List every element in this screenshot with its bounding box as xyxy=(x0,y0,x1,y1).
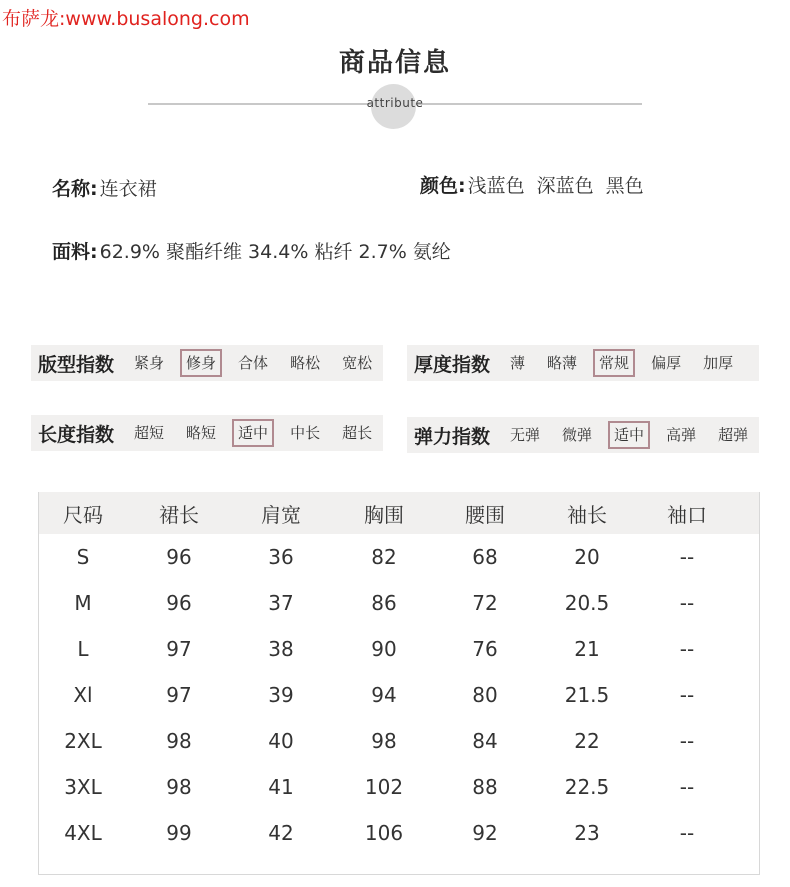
table-cell: -- xyxy=(679,821,695,845)
header-cell: 腰围 xyxy=(465,502,505,527)
table-cell: 37 xyxy=(268,591,294,615)
index-option: 高弹 xyxy=(666,426,697,444)
table-cell: 98 xyxy=(166,729,192,753)
index-option: 微弹 xyxy=(562,426,593,444)
color-values xyxy=(468,175,644,197)
table-cell: 88 xyxy=(472,775,498,799)
table-cell: M xyxy=(74,591,92,615)
index-option: 略薄 xyxy=(547,354,578,372)
header-cell: 肩宽 xyxy=(261,502,301,527)
index-option: 中长 xyxy=(290,424,321,442)
index-elasticity xyxy=(407,417,759,453)
table-cell: 68 xyxy=(472,545,498,569)
index-title: 厚度指数 xyxy=(414,353,491,376)
table-row xyxy=(39,580,759,626)
table-cell: -- xyxy=(679,729,695,753)
fabric-value: 62.9% 聚酯纤维 34.4% 粘纤 2.7% 氨纶 xyxy=(99,241,451,263)
info-color-row xyxy=(420,171,644,198)
table-cell: 80 xyxy=(472,683,498,707)
table-cell: -- xyxy=(679,545,695,569)
table-cell: 42 xyxy=(268,821,294,845)
index-option-selected: 常规 xyxy=(593,349,635,377)
info-fabric-row xyxy=(52,237,451,264)
table-cell: 22 xyxy=(574,729,600,753)
section-title: 商品信息 xyxy=(338,48,451,78)
name-label: 名称: xyxy=(52,178,98,200)
table-cell: 98 xyxy=(166,775,192,799)
table-cell: 4XL xyxy=(64,821,102,845)
table-cell: -- xyxy=(679,683,695,707)
table-cell: 86 xyxy=(371,591,397,615)
index-option: 宽松 xyxy=(342,354,373,372)
size-table xyxy=(38,492,760,875)
table-row xyxy=(39,534,759,580)
index-option: 紧身 xyxy=(134,354,165,372)
table-cell: 96 xyxy=(166,591,192,615)
table-header xyxy=(39,492,759,534)
table-cell: 20.5 xyxy=(564,591,610,615)
table-cell: 82 xyxy=(371,545,397,569)
table-cell: 84 xyxy=(472,729,498,753)
table-cell: 21.5 xyxy=(564,683,610,707)
index-option: 无弹 xyxy=(510,426,541,444)
info-name-row xyxy=(52,174,157,201)
index-option-selected: 适中 xyxy=(232,419,274,447)
table-cell: 96 xyxy=(166,545,192,569)
table-cell: 3XL xyxy=(64,775,102,799)
table-cell: -- xyxy=(679,637,695,661)
table-cell: -- xyxy=(679,775,695,799)
header-cell: 袖长 xyxy=(567,502,607,527)
color-value: 深蓝色 xyxy=(536,175,594,197)
table-cell: 97 xyxy=(166,683,192,707)
table-cell: 94 xyxy=(371,683,397,707)
header-cell: 尺码 xyxy=(63,502,103,527)
color-value: 黑色 xyxy=(605,175,644,197)
header-cell: 裙长 xyxy=(159,502,199,527)
table-cell: 23 xyxy=(574,821,600,845)
table-cell: 76 xyxy=(472,637,498,661)
index-length xyxy=(31,415,383,451)
table-cell: 90 xyxy=(371,637,397,661)
index-option: 超短 xyxy=(134,424,165,442)
table-row xyxy=(39,626,759,672)
index-option: 薄 xyxy=(510,354,526,372)
index-option: 合体 xyxy=(238,354,269,372)
index-thickness xyxy=(407,345,759,381)
table-cell: 36 xyxy=(268,545,294,569)
color-label: 颜色: xyxy=(420,175,466,197)
table-cell: Xl xyxy=(73,683,93,707)
index-title: 版型指数 xyxy=(38,353,115,376)
index-option: 加厚 xyxy=(703,354,734,372)
watermark-text: 布萨龙:www.busalong.com xyxy=(2,8,250,30)
table-cell: 106 xyxy=(364,821,404,845)
table-row xyxy=(39,810,759,856)
table-body xyxy=(39,534,759,856)
index-title: 长度指数 xyxy=(38,423,115,446)
table-cell: 99 xyxy=(166,821,192,845)
table-cell: 21 xyxy=(574,637,600,661)
table-cell: 40 xyxy=(268,729,294,753)
index-option: 偏厚 xyxy=(651,354,682,372)
table-row xyxy=(39,718,759,764)
table-cell: 22.5 xyxy=(564,775,610,799)
index-option: 略松 xyxy=(290,354,321,372)
table-cell: 41 xyxy=(268,775,294,799)
table-cell: S xyxy=(76,545,90,569)
index-title: 弹力指数 xyxy=(414,425,491,448)
table-cell: 39 xyxy=(268,683,294,707)
table-cell: 98 xyxy=(371,729,397,753)
table-cell: L xyxy=(77,637,89,661)
name-value: 连衣裙 xyxy=(99,178,157,200)
table-cell: 20 xyxy=(574,545,600,569)
index-option: 超长 xyxy=(342,424,373,442)
index-option-selected: 修身 xyxy=(180,349,222,377)
index-option: 超弹 xyxy=(718,426,749,444)
table-cell: 72 xyxy=(472,591,498,615)
table-cell: 102 xyxy=(364,775,404,799)
index-fit xyxy=(31,345,383,381)
table-cell: 92 xyxy=(472,821,498,845)
header-cell: 胸围 xyxy=(364,502,404,527)
table-cell: 2XL xyxy=(64,729,102,753)
index-option-selected: 适中 xyxy=(608,421,650,449)
color-value: 浅蓝色 xyxy=(467,175,525,197)
table-row xyxy=(39,764,759,810)
header-cell: 袖口 xyxy=(667,502,707,527)
index-option: 略短 xyxy=(186,424,217,442)
table-row xyxy=(39,672,759,718)
fabric-label: 面料: xyxy=(52,241,98,263)
table-cell: -- xyxy=(679,591,695,615)
section-subtitle: attribute xyxy=(366,96,424,110)
table-cell: 97 xyxy=(166,637,192,661)
table-cell: 38 xyxy=(268,637,294,661)
